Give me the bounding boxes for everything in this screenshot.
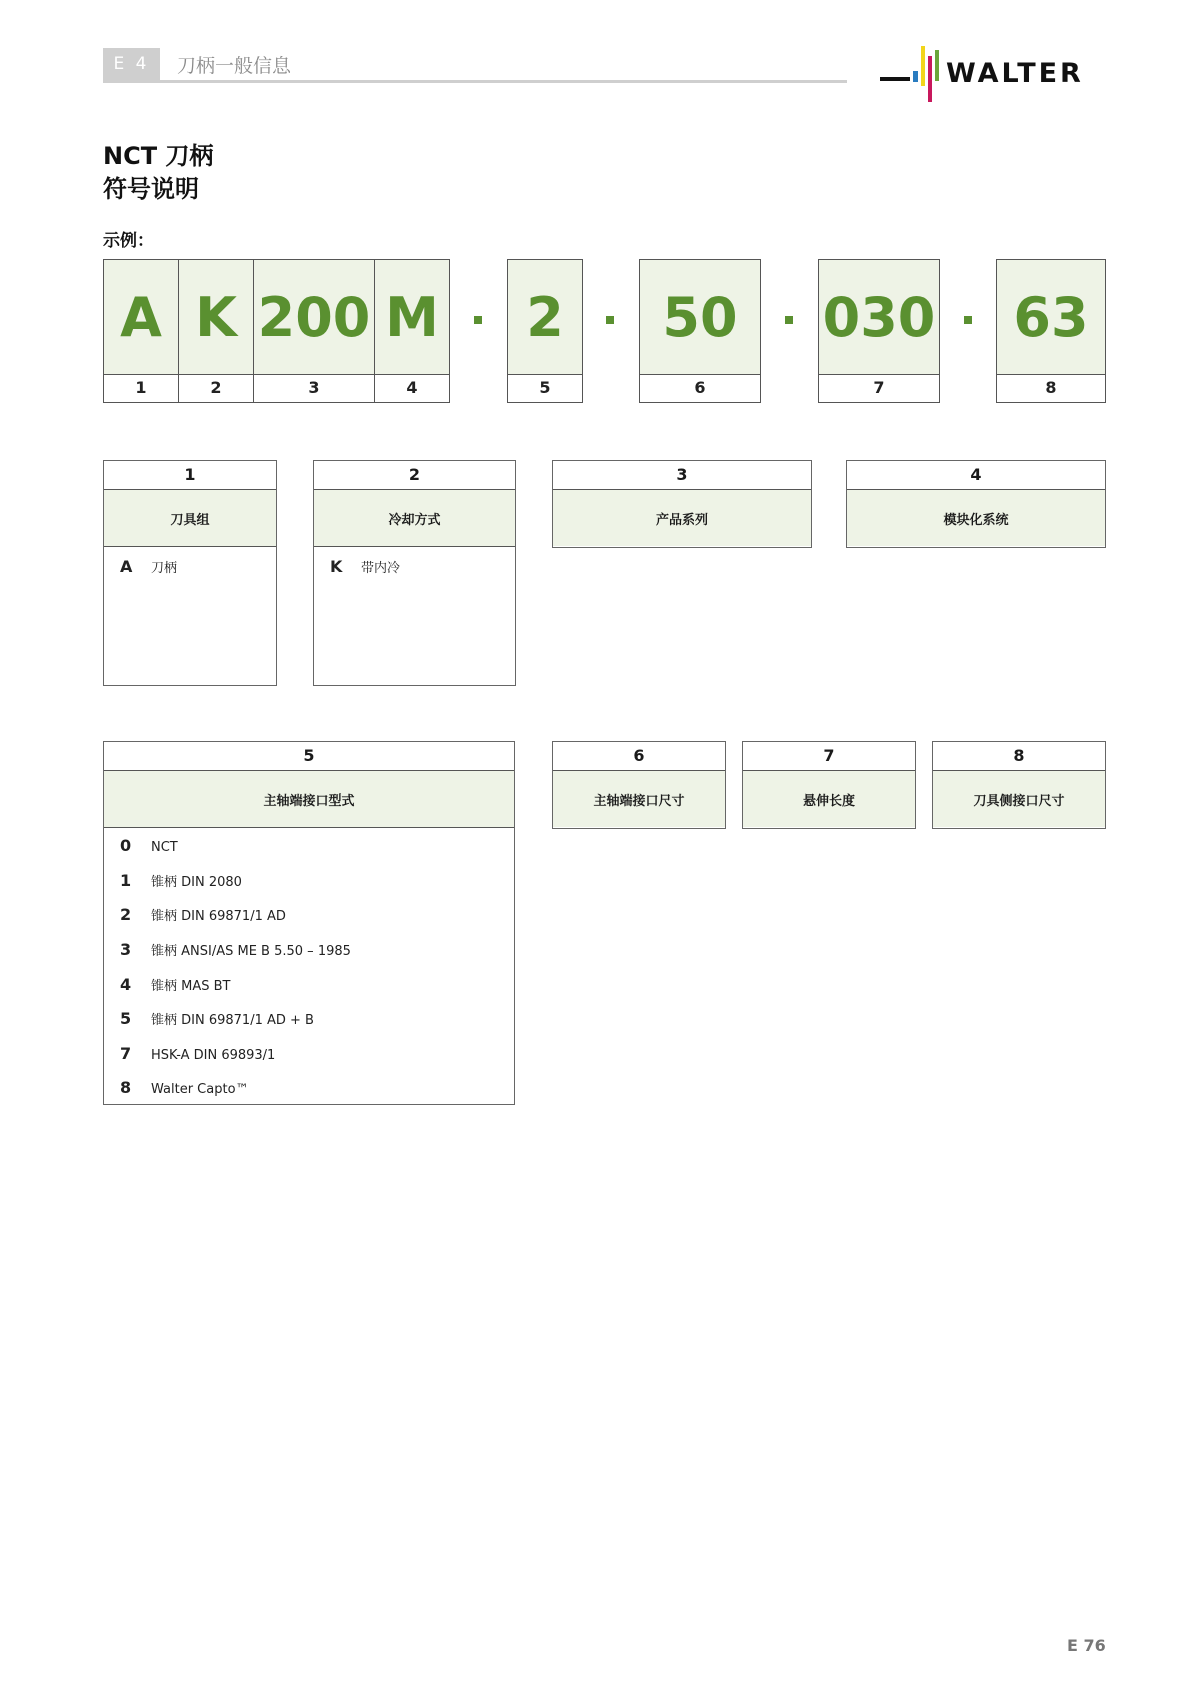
segment-value: K — [179, 260, 253, 375]
box-heading: 刀具侧接口尺寸 — [933, 771, 1105, 827]
box-number: 6 — [553, 742, 725, 771]
legend-box-7 — [742, 741, 916, 829]
segment-value: 030 — [819, 260, 939, 375]
box-heading: 刀具组 — [104, 490, 276, 547]
option-code: 1 — [120, 871, 132, 890]
option-row — [120, 1009, 314, 1028]
page-title — [103, 140, 213, 206]
segment-value: 50 — [640, 260, 760, 375]
option-code: 0 — [120, 836, 132, 855]
box-number: 1 — [104, 461, 276, 490]
box-number: 3 — [553, 461, 811, 490]
legend-box-2 — [313, 460, 516, 686]
segment-index: 1 — [135, 378, 147, 397]
code-segment-6 — [639, 259, 761, 403]
separator-dot — [964, 316, 972, 324]
box-number: 2 — [314, 461, 515, 490]
section-title: 刀柄一般信息 — [177, 55, 292, 77]
header-divider — [103, 80, 847, 83]
segment-index: 6 — [694, 378, 706, 397]
box-heading: 产品系列 — [553, 490, 811, 546]
code-segment-3 — [253, 259, 375, 403]
option-row — [120, 871, 242, 890]
segment-index: 8 — [1045, 378, 1057, 397]
option-label: Walter Capto™ — [151, 1082, 249, 1097]
legend-box-5 — [103, 741, 515, 1105]
option-code: A — [120, 557, 133, 576]
legend-box-8 — [932, 741, 1106, 829]
code-segment-5 — [507, 259, 583, 403]
option-row — [120, 975, 231, 994]
option-label: 带内冷 — [361, 561, 401, 576]
option-label: HSK-A DIN 69893/1 — [151, 1048, 276, 1063]
separator-dot — [785, 316, 793, 324]
code-segment-7 — [818, 259, 940, 403]
title-line-2: 符号说明 — [103, 175, 199, 203]
legend-box-4 — [846, 460, 1106, 548]
segment-value: A — [104, 260, 178, 375]
box-heading: 模块化系统 — [847, 490, 1105, 546]
box-heading: 主轴端接口型式 — [104, 771, 514, 828]
option-row — [120, 1078, 249, 1097]
option-label: 锥柄 DIN 69871/1 AD — [151, 909, 286, 924]
option-label: NCT — [151, 840, 178, 855]
box-number: 4 — [847, 461, 1105, 490]
segment-value: 200 — [254, 260, 374, 375]
option-label: 锥柄 ANSI/AS ME B 5.50 – 1985 — [151, 944, 351, 959]
option-label: 锥柄 DIN 69871/1 AD + B — [151, 1013, 314, 1028]
option-row — [120, 836, 178, 855]
brand-name: WALTER — [946, 58, 1084, 89]
option-row — [120, 557, 177, 576]
code-segment-8 — [996, 259, 1106, 403]
segment-index: 5 — [539, 378, 551, 397]
option-code: 8 — [120, 1078, 132, 1097]
box-number: 8 — [933, 742, 1105, 771]
option-code: 5 — [120, 1009, 132, 1028]
option-row — [120, 905, 286, 924]
separator-dot — [474, 316, 482, 324]
option-row — [330, 557, 400, 576]
box-number: 5 — [104, 742, 514, 771]
title-line-1: NCT 刀柄 — [103, 142, 214, 170]
segment-value: M — [375, 260, 449, 375]
box-number: 7 — [743, 742, 915, 771]
page-number: E 76 — [1067, 1636, 1106, 1655]
legend-box-1 — [103, 460, 277, 686]
segment-index: 7 — [873, 378, 885, 397]
box-heading: 悬伸长度 — [743, 771, 915, 827]
option-row — [120, 1044, 275, 1063]
code-segment-4 — [374, 259, 450, 403]
option-code: 2 — [120, 905, 132, 924]
code-segment-1 — [103, 259, 179, 403]
segment-index: 2 — [210, 378, 222, 397]
option-label: 锥柄 MAS BT — [151, 979, 231, 994]
option-code: 3 — [120, 940, 132, 959]
walter-logo — [880, 44, 1110, 104]
option-code: 7 — [120, 1044, 132, 1063]
segment-value: 2 — [508, 260, 582, 375]
option-row — [120, 940, 351, 959]
example-label: 示例： — [103, 231, 154, 251]
option-code: K — [330, 557, 343, 576]
section-tab: E 4 — [103, 48, 160, 80]
code-segment-2 — [178, 259, 254, 403]
legend-box-3 — [552, 460, 812, 548]
segment-index: 4 — [406, 378, 418, 397]
option-label: 锥柄 DIN 2080 — [151, 875, 242, 890]
legend-box-6 — [552, 741, 726, 829]
option-code: 4 — [120, 975, 132, 994]
logo-bars-icon — [880, 44, 946, 104]
option-label: 刀柄 — [151, 561, 178, 576]
box-heading: 冷却方式 — [314, 490, 515, 547]
segment-value: 63 — [997, 260, 1105, 375]
separator-dot — [606, 316, 614, 324]
segment-index: 3 — [308, 378, 320, 397]
box-heading: 主轴端接口尺寸 — [553, 771, 725, 827]
